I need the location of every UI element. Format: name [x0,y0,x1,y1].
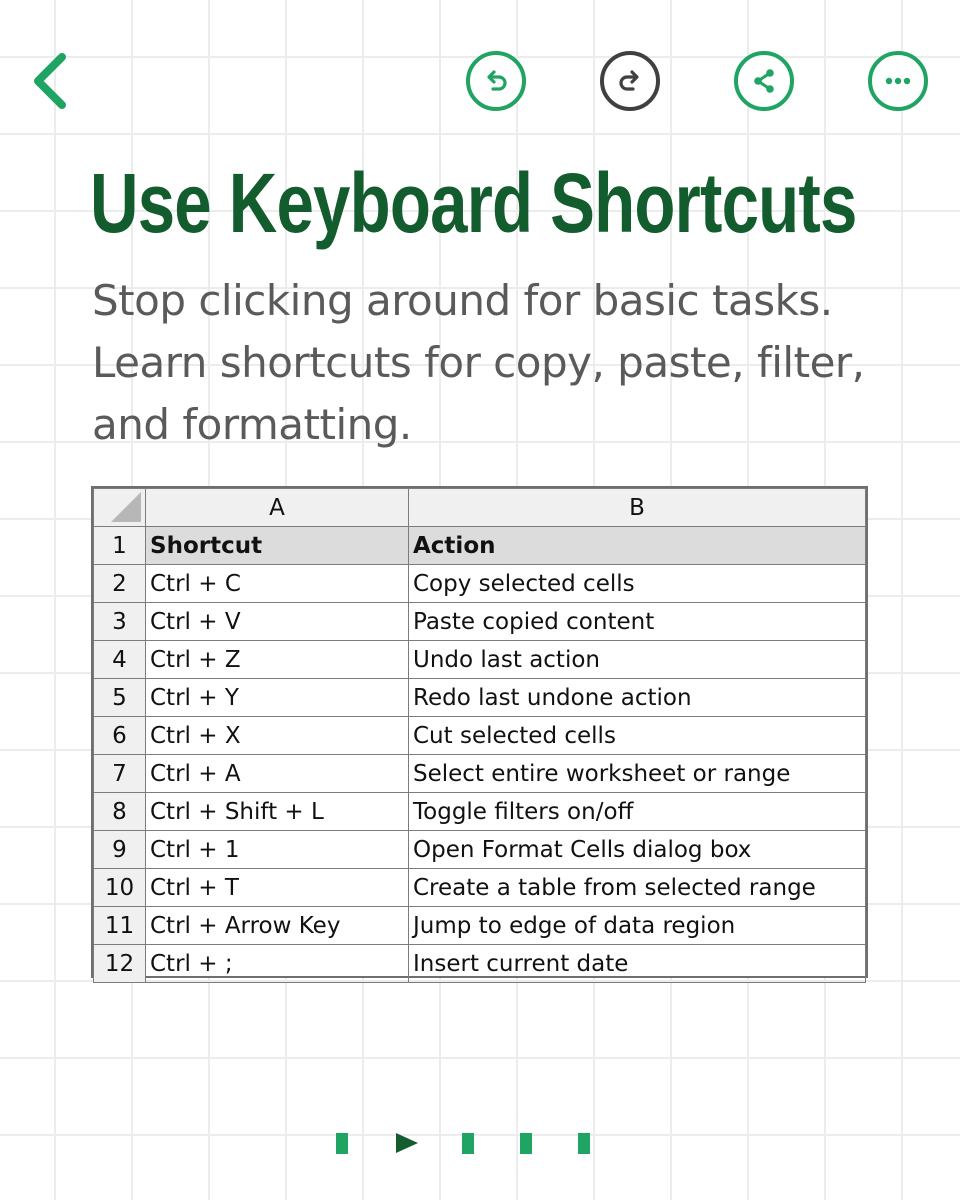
share-button[interactable] [734,51,794,111]
row-header[interactable]: 5 [94,679,146,717]
table-row [94,793,866,831]
undo-icon [479,64,513,98]
table-row [94,831,866,869]
shortcut-cell[interactable]: Ctrl + V [146,603,409,641]
shortcut-cell[interactable]: Ctrl + X [146,717,409,755]
shortcut-cell[interactable]: Ctrl + ; [146,945,409,983]
row-header[interactable]: 10 [94,869,146,907]
table-row [94,603,866,641]
undo-button[interactable] [466,51,526,111]
action-cell[interactable]: Cut selected cells [409,717,866,755]
table-row [94,869,866,907]
row-header[interactable]: 6 [94,717,146,755]
slide-pager [336,1131,636,1155]
table-row [94,907,866,945]
shortcut-cell[interactable]: Ctrl + Y [146,679,409,717]
table-row [94,565,866,603]
redo-button[interactable] [600,51,660,111]
table-row [94,717,866,755]
pager-dot-4[interactable] [520,1133,532,1154]
action-cell[interactable]: Jump to edge of data region [409,907,866,945]
action-cell[interactable]: Copy selected cells [409,565,866,603]
row-header[interactable]: 8 [94,793,146,831]
shortcut-cell[interactable]: Ctrl + A [146,755,409,793]
pager-dot-3[interactable] [462,1133,474,1154]
action-cell[interactable]: Toggle filters on/off [409,793,866,831]
share-icon [747,64,781,98]
select-all-triangle-icon [111,492,141,522]
action-cell[interactable]: Paste copied content [409,603,866,641]
page-title: Use Keyboard Shortcuts [90,156,857,250]
pager-dot-1[interactable] [336,1133,348,1154]
table-row [94,641,866,679]
shortcut-cell[interactable]: Ctrl + C [146,565,409,603]
row-header[interactable]: 2 [94,565,146,603]
row-header[interactable]: 12 [94,945,146,983]
chevron-left-icon [26,50,76,112]
shortcut-cell[interactable]: Ctrl + T [146,869,409,907]
spreadsheet [91,486,868,978]
action-cell[interactable]: Insert current date [409,945,866,983]
action-cell[interactable]: Redo last undone action [409,679,866,717]
redo-icon [613,64,647,98]
top-toolbar [0,0,960,160]
shortcut-cell[interactable]: Ctrl + Arrow Key [146,907,409,945]
table-row [94,945,866,983]
row-header[interactable]: 4 [94,641,146,679]
more-button[interactable] [868,51,928,111]
row-header[interactable]: 11 [94,907,146,945]
header-cell-shortcut[interactable]: Shortcut [146,527,409,565]
column-header-row [94,489,866,527]
row-header[interactable]: 3 [94,603,146,641]
pager-current-play-icon[interactable] [396,1133,418,1153]
more-horizontal-icon [881,64,915,98]
table-row [94,679,866,717]
column-header-a[interactable]: A [146,489,409,527]
table-header-row [94,527,866,565]
page-subtitle: Stop clicking around for basic tasks. Learn shortcuts for copy, paste, filter, and formatting. [92,276,865,449]
shortcut-cell[interactable]: Ctrl + Z [146,641,409,679]
action-cell[interactable]: Create a table from selected range [409,869,866,907]
row-header[interactable]: 9 [94,831,146,869]
select-all-corner[interactable] [94,489,146,527]
action-cell[interactable]: Select entire worksheet or range [409,755,866,793]
column-header-b[interactable]: B [409,489,866,527]
shortcut-cell[interactable]: Ctrl + Shift + L [146,793,409,831]
row-header[interactable]: 7 [94,755,146,793]
shortcut-cell[interactable]: Ctrl + 1 [146,831,409,869]
action-cell[interactable]: Undo last action [409,641,866,679]
shortcut-table [93,488,866,983]
action-cell[interactable]: Open Format Cells dialog box [409,831,866,869]
header-cell-action[interactable]: Action [409,527,866,565]
back-button[interactable] [26,50,76,112]
table-row [94,755,866,793]
row-header[interactable]: 1 [94,527,146,565]
pager-dot-5[interactable] [578,1133,590,1154]
